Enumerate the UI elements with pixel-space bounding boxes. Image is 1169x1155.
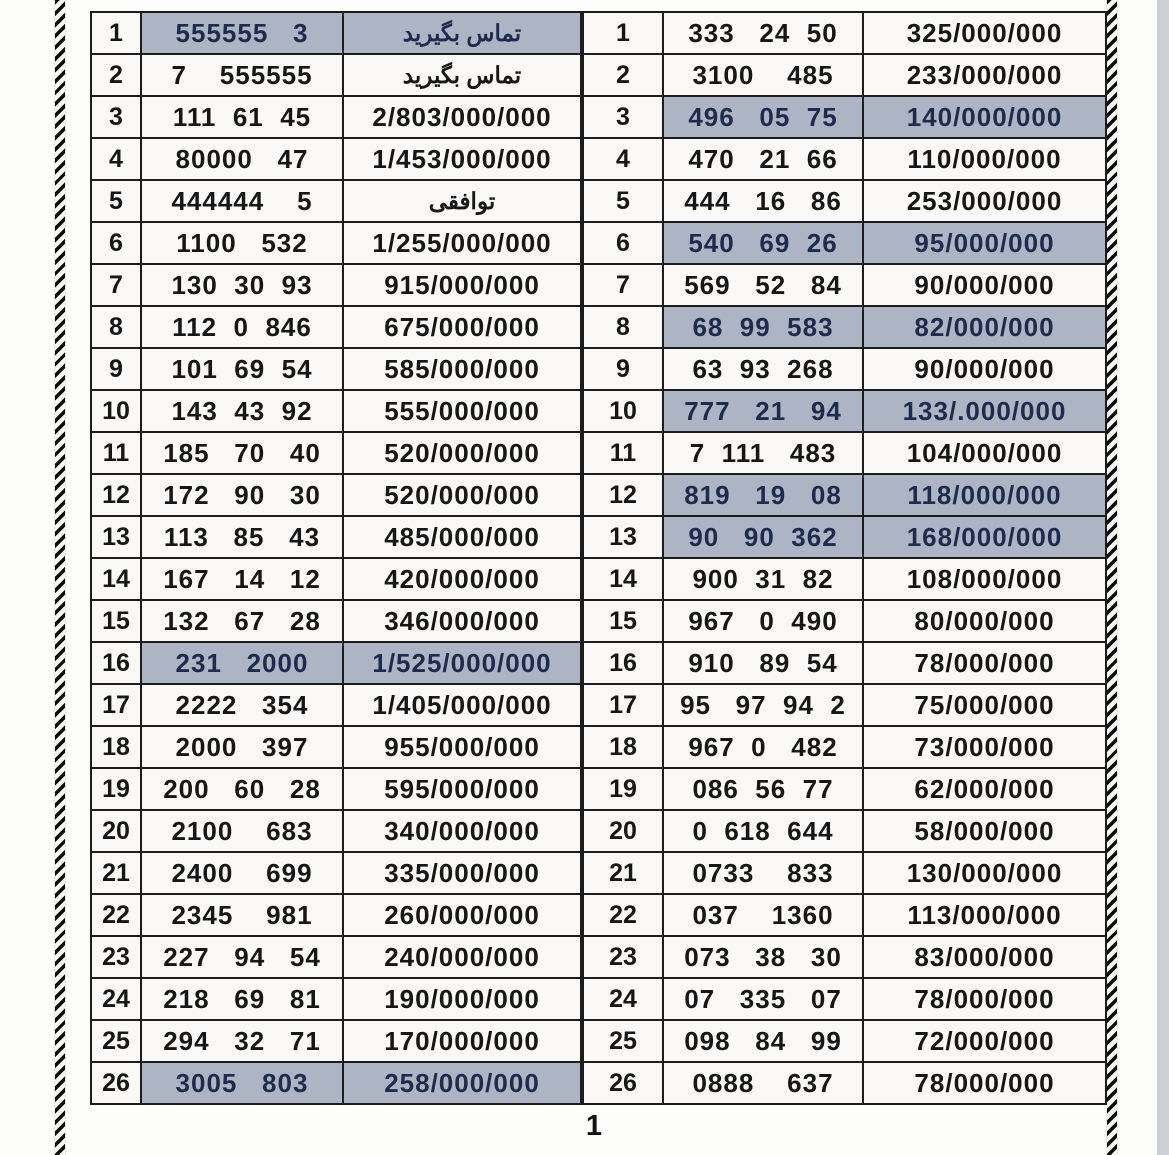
price-cell: 168/000/000 [863, 516, 1106, 558]
row-index-cell: 15 [91, 600, 141, 642]
phone-number-cell: 777 21 94 [663, 390, 863, 432]
right-edge-band [1157, 0, 1169, 1155]
table-row [583, 684, 1106, 726]
price-cell: 72/000/000 [863, 1020, 1106, 1062]
table-row [91, 264, 581, 306]
table-row [91, 768, 581, 810]
table-row [91, 600, 581, 642]
row-index-cell: 25 [583, 1020, 663, 1062]
table-row [583, 306, 1106, 348]
phone-number-cell: 07 335 07 [663, 978, 863, 1020]
phone-number-cell: 333 24 50 [663, 12, 863, 54]
row-index-cell: 14 [91, 558, 141, 600]
row-index-cell: 2 [583, 54, 663, 96]
row-index-cell: 20 [91, 810, 141, 852]
phone-number-cell: 200 60 28 [141, 768, 343, 810]
price-cell: 78/000/000 [863, 1062, 1106, 1104]
price-cell: 595/000/000 [343, 768, 581, 810]
phone-number-cell: 7 111 483 [663, 432, 863, 474]
phone-number-cell: 819 19 08 [663, 474, 863, 516]
row-index-cell: 1 [91, 12, 141, 54]
phone-number-cell: 185 70 40 [141, 432, 343, 474]
phone-number-cell: 90 90 362 [663, 516, 863, 558]
table-row [91, 306, 581, 348]
phone-number-cell: 967 0 482 [663, 726, 863, 768]
phone-number-cell: 113 85 43 [141, 516, 343, 558]
price-cell: 110/000/000 [863, 138, 1106, 180]
price-cell: 90/000/000 [863, 264, 1106, 306]
price-cell: 130/000/000 [863, 852, 1106, 894]
row-index-cell: 24 [91, 978, 141, 1020]
row-index-cell: 11 [583, 432, 663, 474]
phone-number-cell: 132 67 28 [141, 600, 343, 642]
phone-number-cell: 2345 981 [141, 894, 343, 936]
price-cell: 675/000/000 [343, 306, 581, 348]
table-row [583, 936, 1106, 978]
phone-number-cell: 967 0 490 [663, 600, 863, 642]
row-index-cell: 13 [91, 516, 141, 558]
price-cell: 190/000/000 [343, 978, 581, 1020]
table-row [583, 348, 1106, 390]
phone-number-cell: 172 90 30 [141, 474, 343, 516]
row-index-cell: 19 [583, 768, 663, 810]
row-index-cell: 16 [91, 642, 141, 684]
row-index-cell: 17 [91, 684, 141, 726]
price-cell: 75/000/000 [863, 684, 1106, 726]
phone-number-cell: 101 69 54 [141, 348, 343, 390]
row-index-cell: 4 [583, 138, 663, 180]
row-index-cell: 3 [91, 96, 141, 138]
phone-number-cell: 073 38 30 [663, 936, 863, 978]
table-row [583, 642, 1106, 684]
price-tables-container [90, 11, 1107, 1105]
row-index-cell: 10 [583, 390, 663, 432]
table-row [91, 726, 581, 768]
price-cell: 73/000/000 [863, 726, 1106, 768]
row-index-cell: 15 [583, 600, 663, 642]
phone-number-cell: 68 99 583 [663, 306, 863, 348]
row-index-cell: 8 [583, 306, 663, 348]
price-cell: 83/000/000 [863, 936, 1106, 978]
price-cell: توافقی [343, 180, 581, 222]
price-cell: 78/000/000 [863, 978, 1106, 1020]
table-row [91, 516, 581, 558]
phone-number-cell: 1100 532 [141, 222, 343, 264]
table-row [583, 1062, 1106, 1104]
left-rope-border [55, 0, 65, 1155]
price-cell: 253/000/000 [863, 180, 1106, 222]
phone-number-cell: 555555 3 [141, 12, 343, 54]
row-index-cell: 1 [583, 12, 663, 54]
price-cell: 140/000/000 [863, 96, 1106, 138]
phone-number-cell: 227 94 54 [141, 936, 343, 978]
table-row [583, 264, 1106, 306]
phone-number-cell: 470 21 66 [663, 138, 863, 180]
table-row [583, 516, 1106, 558]
price-cell: 420/000/000 [343, 558, 581, 600]
table-row [91, 1020, 581, 1062]
row-index-cell: 7 [583, 264, 663, 306]
row-index-cell: 19 [91, 768, 141, 810]
phone-number-cell: 7 555555 [141, 54, 343, 96]
row-index-cell: 17 [583, 684, 663, 726]
row-index-cell: 22 [583, 894, 663, 936]
table-row [91, 138, 581, 180]
page-number: 1 [585, 1110, 603, 1142]
row-index-cell: 2 [91, 54, 141, 96]
phone-number-cell: 0 618 644 [663, 810, 863, 852]
table-row [91, 1062, 581, 1104]
table-row [583, 390, 1106, 432]
table-row [91, 12, 581, 54]
price-cell: 585/000/000 [343, 348, 581, 390]
price-cell: 170/000/000 [343, 1020, 581, 1062]
row-index-cell: 21 [583, 852, 663, 894]
row-index-cell: 24 [583, 978, 663, 1020]
price-cell: 233/000/000 [863, 54, 1106, 96]
table-row [91, 894, 581, 936]
table-row [583, 810, 1106, 852]
price-cell: تماس بگیرید [343, 54, 581, 96]
left-price-table [90, 11, 582, 1105]
table-row [91, 474, 581, 516]
table-row [583, 726, 1106, 768]
price-cell: 95/000/000 [863, 222, 1106, 264]
row-index-cell: 14 [583, 558, 663, 600]
phone-number-cell: 218 69 81 [141, 978, 343, 1020]
phone-number-cell: 086 56 77 [663, 768, 863, 810]
table-row [91, 810, 581, 852]
table-row [583, 432, 1106, 474]
row-index-cell: 11 [91, 432, 141, 474]
right-price-table [582, 11, 1107, 1105]
phone-number-cell: 294 32 71 [141, 1020, 343, 1062]
phone-number-cell: 2222 354 [141, 684, 343, 726]
price-cell: 340/000/000 [343, 810, 581, 852]
row-index-cell: 18 [91, 726, 141, 768]
table-row [91, 180, 581, 222]
row-index-cell: 6 [583, 222, 663, 264]
table-row [91, 558, 581, 600]
price-cell: 62/000/000 [863, 768, 1106, 810]
price-cell: 118/000/000 [863, 474, 1106, 516]
price-cell: 346/000/000 [343, 600, 581, 642]
table-row [583, 978, 1106, 1020]
row-index-cell: 23 [91, 936, 141, 978]
phone-number-cell: 112 0 846 [141, 306, 343, 348]
row-index-cell: 21 [91, 852, 141, 894]
table-row [91, 852, 581, 894]
row-index-cell: 7 [91, 264, 141, 306]
row-index-cell: 22 [91, 894, 141, 936]
row-index-cell: 9 [91, 348, 141, 390]
table-row [91, 432, 581, 474]
price-cell: 2/803/000/000 [343, 96, 581, 138]
phone-number-cell: 231 2000 [141, 642, 343, 684]
phone-number-cell: 0733 833 [663, 852, 863, 894]
price-cell: 1/525/000/000 [343, 642, 581, 684]
price-cell: 955/000/000 [343, 726, 581, 768]
row-index-cell: 16 [583, 642, 663, 684]
price-cell: 108/000/000 [863, 558, 1106, 600]
price-cell: تماس بگیرید [343, 12, 581, 54]
row-index-cell: 3 [583, 96, 663, 138]
phone-number-cell: 569 52 84 [663, 264, 863, 306]
phone-number-cell: 2000 397 [141, 726, 343, 768]
row-index-cell: 5 [583, 180, 663, 222]
row-index-cell: 9 [583, 348, 663, 390]
row-index-cell: 20 [583, 810, 663, 852]
price-cell: 133/.000/000 [863, 390, 1106, 432]
row-index-cell: 10 [91, 390, 141, 432]
table-row [91, 390, 581, 432]
phone-number-cell: 0888 637 [663, 1062, 863, 1104]
row-index-cell: 5 [91, 180, 141, 222]
price-cell: 82/000/000 [863, 306, 1106, 348]
price-cell: 520/000/000 [343, 432, 581, 474]
table-row [583, 138, 1106, 180]
phone-number-cell: 910 89 54 [663, 642, 863, 684]
price-cell: 90/000/000 [863, 348, 1106, 390]
phone-number-cell: 143 43 92 [141, 390, 343, 432]
phone-number-cell: 95 97 94 2 [663, 684, 863, 726]
row-index-cell: 26 [91, 1062, 141, 1104]
table-row [583, 852, 1106, 894]
phone-number-cell: 900 31 82 [663, 558, 863, 600]
price-cell: 258/000/000 [343, 1062, 581, 1104]
table-row [583, 96, 1106, 138]
phone-number-cell: 130 30 93 [141, 264, 343, 306]
phone-number-cell: 111 61 45 [141, 96, 343, 138]
table-row [583, 768, 1106, 810]
price-cell: 1/453/000/000 [343, 138, 581, 180]
phone-number-cell: 444 16 86 [663, 180, 863, 222]
table-row [583, 222, 1106, 264]
row-index-cell: 4 [91, 138, 141, 180]
table-row [583, 180, 1106, 222]
price-cell: 113/000/000 [863, 894, 1106, 936]
table-row [91, 54, 581, 96]
price-cell: 1/255/000/000 [343, 222, 581, 264]
phone-number-cell: 2100 683 [141, 810, 343, 852]
row-index-cell: 26 [583, 1062, 663, 1104]
price-cell: 1/405/000/000 [343, 684, 581, 726]
table-row [583, 1020, 1106, 1062]
phone-number-cell: 3005 803 [141, 1062, 343, 1104]
row-index-cell: 18 [583, 726, 663, 768]
table-row [91, 96, 581, 138]
table-row [91, 222, 581, 264]
price-cell: 520/000/000 [343, 474, 581, 516]
table-row [91, 684, 581, 726]
row-index-cell: 6 [91, 222, 141, 264]
row-index-cell: 12 [583, 474, 663, 516]
phone-number-cell: 098 84 99 [663, 1020, 863, 1062]
table-row [583, 558, 1106, 600]
price-cell: 335/000/000 [343, 852, 581, 894]
phone-number-cell: 496 05 75 [663, 96, 863, 138]
price-cell: 325/000/000 [863, 12, 1106, 54]
table-row [583, 474, 1106, 516]
row-index-cell: 13 [583, 516, 663, 558]
row-index-cell: 12 [91, 474, 141, 516]
phone-number-cell: 80000 47 [141, 138, 343, 180]
phone-number-cell: 540 69 26 [663, 222, 863, 264]
table-row [91, 978, 581, 1020]
price-cell: 240/000/000 [343, 936, 581, 978]
table-row [583, 894, 1106, 936]
phone-number-cell: 3100 485 [663, 54, 863, 96]
table-row [583, 12, 1106, 54]
price-cell: 104/000/000 [863, 432, 1106, 474]
price-cell: 78/000/000 [863, 642, 1106, 684]
right-rope-border [1107, 0, 1117, 1155]
price-cell: 80/000/000 [863, 600, 1106, 642]
price-cell: 485/000/000 [343, 516, 581, 558]
table-row [583, 54, 1106, 96]
table-row [583, 600, 1106, 642]
phone-number-cell: 63 93 268 [663, 348, 863, 390]
table-row [91, 348, 581, 390]
row-index-cell: 8 [91, 306, 141, 348]
row-index-cell: 25 [91, 1020, 141, 1062]
phone-number-cell: 167 14 12 [141, 558, 343, 600]
phone-number-cell: 037 1360 [663, 894, 863, 936]
phone-number-cell: 444444 5 [141, 180, 343, 222]
table-row [91, 936, 581, 978]
table-row [91, 642, 581, 684]
price-cell: 58/000/000 [863, 810, 1106, 852]
price-cell: 555/000/000 [343, 390, 581, 432]
row-index-cell: 23 [583, 936, 663, 978]
price-cell: 915/000/000 [343, 264, 581, 306]
phone-number-cell: 2400 699 [141, 852, 343, 894]
price-cell: 260/000/000 [343, 894, 581, 936]
